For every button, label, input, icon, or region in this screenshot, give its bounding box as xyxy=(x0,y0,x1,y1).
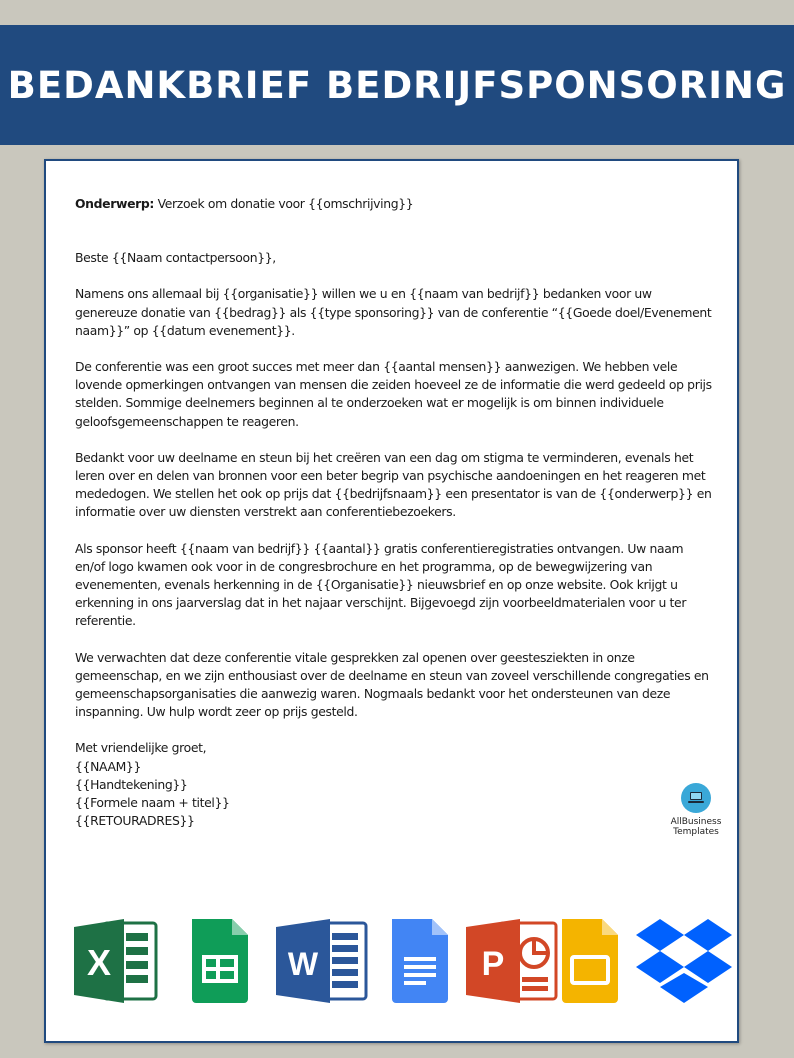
google-docs-icon[interactable] xyxy=(388,917,452,1005)
salutation: Beste {{Naam contactpersoon}}, xyxy=(75,250,276,266)
logo-text-line2: Templates xyxy=(673,827,719,837)
subject-text: Verzoek om donatie voor {{omschrijving}} xyxy=(154,196,414,211)
title-banner xyxy=(0,25,794,145)
page-title: BEDANKBRIEF BEDRIJFSPONSORING xyxy=(7,63,787,107)
word-icon[interactable] xyxy=(276,917,368,1005)
logo-text-line1: AllBusiness xyxy=(670,817,722,827)
paragraph-4: Als sponsor heeft {{naam van bedrijf}} {{aantal}} gratis conferentieregistraties ontvangen. Uw naam en/of logo kwamen ook voor in de congresbrochure en het programma, op de bewegwijzering van evenementen, evenals herkenning in de {{Organisatie}} nieuwsbrief en op onze website. Ook krijgt u erkenning in ons jaarverslag dat in het najaar verschijnt. Bijgevoegd zijn voorbeeldmaterialen voor u ter referentie. xyxy=(75,540,687,629)
letter-body xyxy=(75,195,715,830)
paragraph-5: We verwachten dat deze conferentie vitale gesprekken zal openen over geestesziekten in onze gemeenschap, en we zijn enthousiast over de deelname en steun van zoveel verschillende congregaties en gemeenschapsorganisaties die aanwezig waren. Nogmaals bedankt voor het ondersteunen van deze inspanning. Uw hulp wordt zeer op prijs gesteld. xyxy=(75,649,709,720)
dropbox-icon[interactable] xyxy=(636,917,732,1005)
closing-block xyxy=(75,739,715,830)
signature-address: {{RETOURADRES}} xyxy=(75,813,195,829)
subject-line xyxy=(75,195,715,213)
google-slides-icon[interactable] xyxy=(558,917,622,1005)
excel-icon[interactable] xyxy=(74,917,158,1005)
subject-label: Onderwerp: xyxy=(75,196,155,211)
signature-name: {{NAAM}} xyxy=(75,758,141,774)
app-icons-row xyxy=(74,917,734,1012)
google-sheets-icon[interactable] xyxy=(188,917,252,1005)
paragraph-3: Bedankt voor uw deelname en steun bij het creëren van een dag om stigma te verminderen, evenals het leren over en delen van bronnen voor een beter begrip van psychische aandoeningen en het reageren met mededogen. We stellen het ook op prijs dat {{bedrijfsnaam}} een presentator is van de {{onderwerp}} en informatie over uw diensten verstrekt aan conferentiebezoekers. xyxy=(75,449,712,520)
laptop-icon xyxy=(681,783,711,813)
signature-title: {{Formele naam + titel}} xyxy=(75,795,230,811)
paragraph-1: Namens ons allemaal bij {{organisatie}} willen we u en {{naam van bedrijf}} bedanken voor uw genereuze donatie van {{bedrag}} als {{type sponsoring}} van de conferentie “{{Goede doel/Evenement naam}}” op {{datum evenement}}. xyxy=(75,286,712,338)
document-page xyxy=(44,159,739,1043)
signature-handwritten: {{Handtekening}} xyxy=(75,776,188,792)
svg-text:X: X xyxy=(86,942,112,983)
powerpoint-icon[interactable] xyxy=(466,917,558,1005)
svg-text:W: W xyxy=(287,946,319,982)
paragraph-2: De conferentie was een groot succes met meer dan {{aantal mensen}} aanwezigen. We hebben vele lovende opmerkingen ontvangen van mensen die zeiden hoeveel ze de informatie die werd gedeeld op prijs stelden. Sommige deelnemers beginnen al te onderzoeken wat er mogelijk is om binnen individuele geloofsgemeenschappen te reageren. xyxy=(75,359,712,429)
allbusiness-logo xyxy=(660,783,732,837)
closing: Met vriendelijke groet, xyxy=(75,740,207,756)
svg-text:P: P xyxy=(481,945,505,983)
